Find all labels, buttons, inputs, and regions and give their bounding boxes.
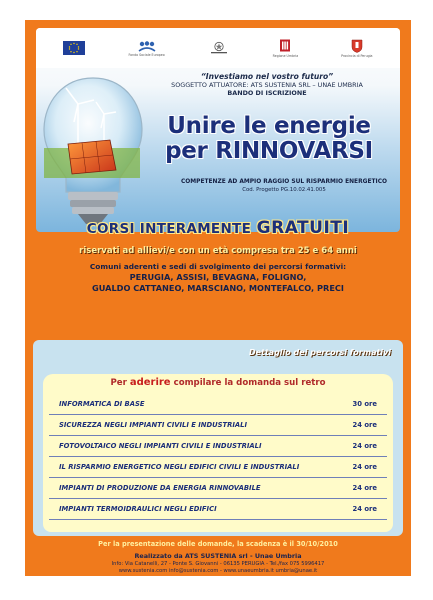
- course-hours: 24 ore: [352, 484, 377, 492]
- cta-post: compilare la domanda sul retro: [173, 378, 326, 388]
- course-row: [49, 499, 387, 520]
- provincia-perugia-logo: [341, 39, 372, 58]
- subhead: [164, 178, 400, 194]
- headline: [134, 114, 400, 164]
- course-row: [49, 436, 387, 457]
- places-line-2: GUALDO CATTANEO, MARSCIANO, MONTEFALCO, PRECI: [92, 283, 344, 293]
- course-row: [49, 457, 387, 478]
- regione-shield-icon: [279, 39, 291, 53]
- intro-block: [136, 72, 398, 97]
- logo-caption: Provincia di Perugia: [341, 53, 373, 58]
- poster: [25, 20, 411, 576]
- actuator-line: SOGGETTO ATTUATORE: ATS SUSTENIA SRL – UNAE UMBRIA: [171, 81, 363, 89]
- course-hours: 30 ore: [352, 400, 377, 408]
- notice-title: BANDO DI ISCRIZIONE: [227, 89, 307, 97]
- course-name: FOTOVOLTAICO NEGLI IMPIANTI CIVILI E INDUSTRIALI: [59, 442, 262, 450]
- fse-logo: [128, 40, 164, 57]
- free-emph: GRATUITI: [256, 218, 350, 238]
- course-name: IL RISPARMIO ENERGETICO NEGLI EDIFICI CIVILI E INDUSTRIALI: [59, 463, 300, 471]
- course-name: SICUREZZA NEGLI IMPIANTI CIVILI E INDUSTRIALI: [59, 421, 248, 429]
- cta-emph: aderire: [129, 377, 171, 388]
- course-name: IMPIANTI TERMOIDRAULICI NEGLI EDIFICI: [59, 505, 217, 513]
- logo-caption: Fondo Sociale Europeo: [128, 52, 165, 57]
- course-hours: 24 ore: [352, 442, 377, 450]
- course-row: [49, 394, 387, 415]
- project-code: Cod. Progetto PG.10.02.41.005: [242, 187, 326, 193]
- solar-panel-icon: [68, 140, 116, 174]
- eu-flag-icon: [63, 41, 85, 55]
- regione-umbria-logo: [273, 39, 299, 58]
- course-row: [49, 415, 387, 436]
- deadline-line: Per la presentazione delle domande, la scadenza è il 30/10/2010: [98, 540, 338, 548]
- course-panel: [33, 340, 403, 536]
- eu-flag-logo: [63, 41, 85, 55]
- course-name: INFORMATICA DI BASE: [59, 400, 145, 408]
- italian-emblem-icon: [208, 41, 230, 55]
- provincia-shield-icon: [351, 39, 363, 53]
- places-intro: Comuni aderenti e sedi di svolgimento dei percorsi formativi:: [89, 262, 347, 271]
- ministero-logo: [208, 41, 230, 55]
- course-list: [49, 394, 387, 520]
- places-block: [25, 262, 411, 294]
- skills-line: COMPETENZE AD AMPIO RAGGIO SUL RISPARMIO ENERGETICO: [180, 179, 388, 185]
- contact-info: Info: Via Catanelli, 27 - Ponte S. Giovanni - 06135 PERUGIA - Tel./fax 075 5996417: [111, 561, 325, 567]
- web-links: www.sustenia.com info@sustenia.com - www.unaeumbria.it umbria@unae.it: [118, 568, 318, 574]
- logo-caption: Regione Umbria: [272, 53, 299, 58]
- cta-pre: Per: [110, 378, 127, 388]
- free-courses-title: [25, 218, 411, 238]
- hero-panel: [36, 28, 400, 232]
- age-requirement: riservati ad allievi/e con un età compresa tra 25 e 64 anni: [79, 246, 357, 256]
- fse-people-icon: [137, 40, 157, 52]
- course-name: IMPIANTI DI PRODUZIONE DA ENERGIA RINNOVABILE: [59, 484, 261, 492]
- logo-row: [36, 28, 400, 68]
- course-hours: 24 ore: [352, 505, 377, 513]
- headline-line-2: per RINNOVARSI: [165, 138, 373, 164]
- motto: “Investiamo nel vostro futuro”: [200, 72, 334, 81]
- panel-title: Dettaglio dei percorsi formativi: [248, 348, 391, 357]
- headline-line-1: Unire le energie: [167, 113, 371, 139]
- lightbulb-illustration: [38, 74, 148, 232]
- cta-line: [43, 374, 393, 392]
- footer: [25, 552, 411, 575]
- course-row: [49, 478, 387, 499]
- course-list-box: [43, 374, 393, 532]
- free-prefix: CORSI INTERAMENTE: [86, 221, 252, 237]
- course-hours: 24 ore: [352, 463, 377, 471]
- course-hours: 24 ore: [352, 421, 377, 429]
- made-by: Realizzato da ATS SUSTENIA srl - Unae Umbria: [134, 552, 302, 560]
- places-line-1: PERUGIA, ASSISI, BEVAGNA, FOLIGNO,: [129, 272, 307, 282]
